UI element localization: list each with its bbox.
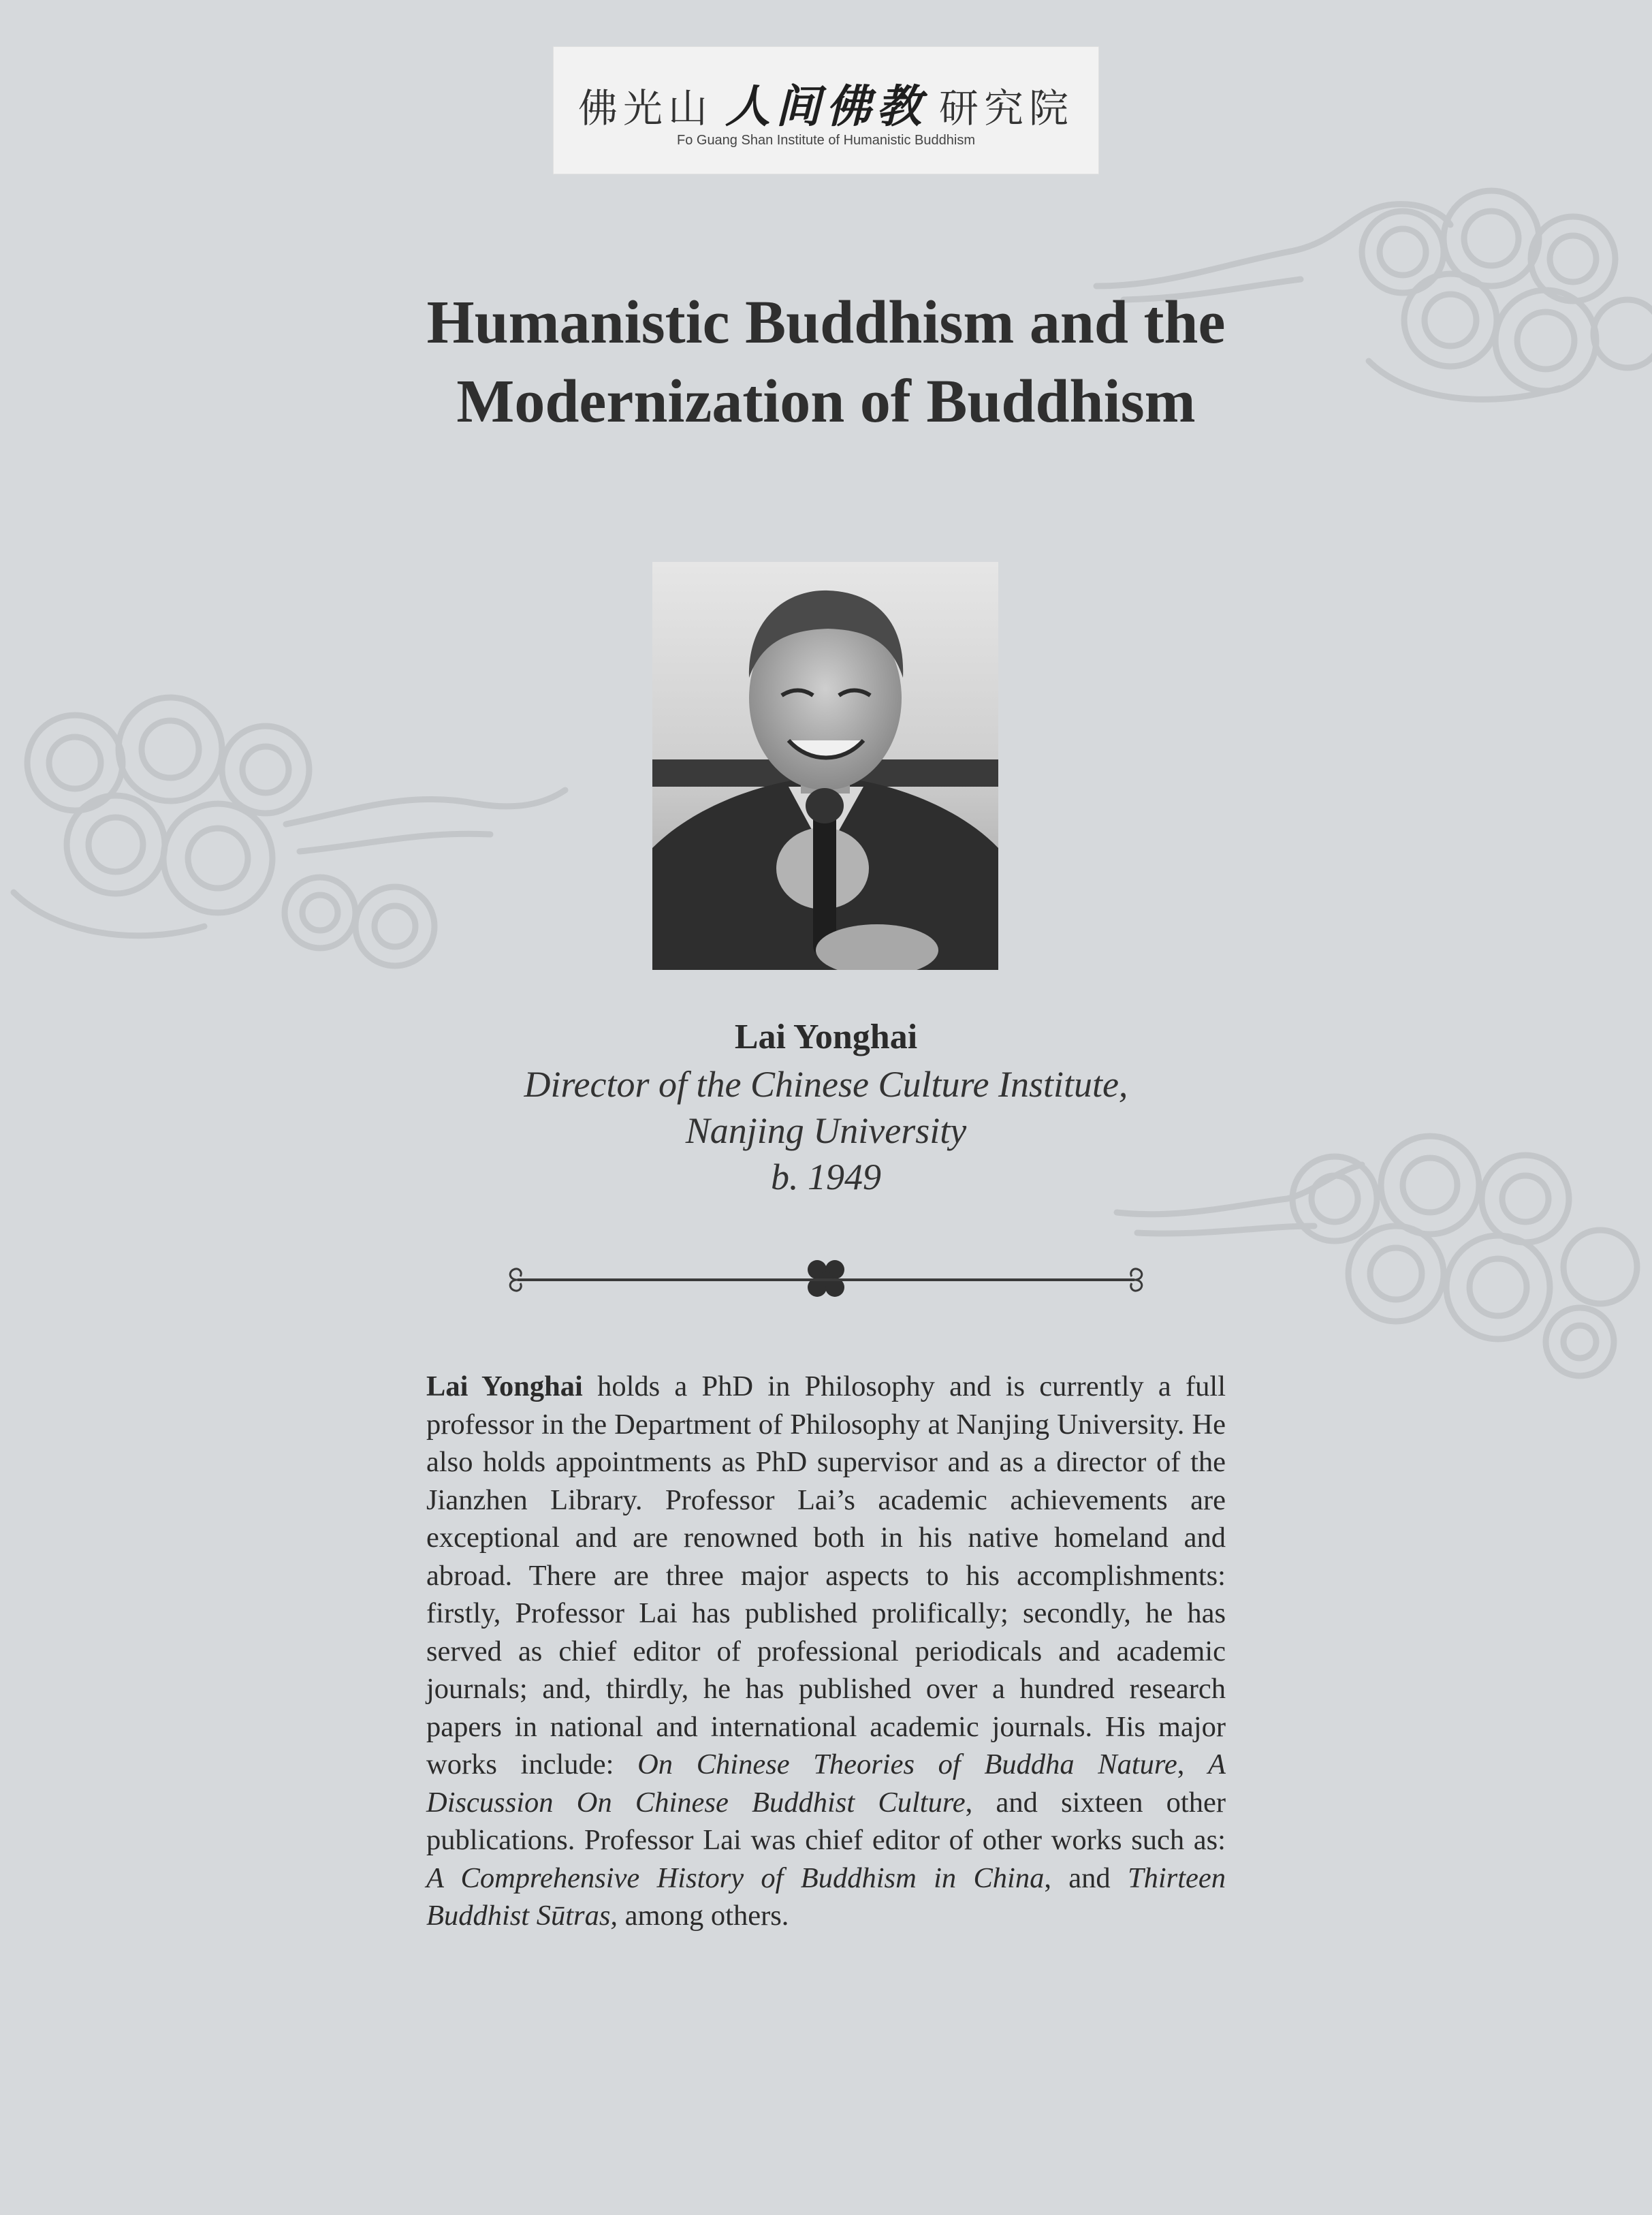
bio-separator-2: , and bbox=[1044, 1861, 1128, 1894]
cloud-decoration-icon bbox=[0, 688, 586, 981]
title-line-2: Modernization of Buddhism bbox=[456, 368, 1196, 435]
bio-separator-1: , bbox=[1177, 1748, 1209, 1780]
logo-chinese-left: 佛光山 bbox=[577, 85, 713, 131]
biography-text bbox=[426, 1368, 1226, 1935]
institute-logo bbox=[553, 46, 1099, 174]
bio-work-4: Thirteen Buddhist Sūtras, bbox=[426, 1861, 1226, 1932]
bio-work-3: A Comprehensive History of Buddhism in China bbox=[426, 1861, 1045, 1894]
logo-chinese-text bbox=[554, 70, 1098, 135]
author-info bbox=[272, 1014, 1380, 1200]
portrait-photo bbox=[652, 562, 998, 970]
bio-work-2: A Discussion On Chinese Buddhist Culture bbox=[426, 1748, 1226, 1819]
bio-paragraph-2: , and sixteen other publications. Professor Lai was chief editor of other works such as: bbox=[426, 1786, 1226, 1856]
logo-english-text: Fo Guang Shan Institute of Humanistic Buddhism bbox=[676, 133, 975, 148]
ornament-divider-icon bbox=[503, 1257, 1149, 1302]
author-role-line-1: Director of the Chinese Culture Institute, bbox=[524, 1064, 1128, 1105]
logo-chinese-calligraphy: 人间佛教 bbox=[725, 80, 927, 133]
author-role-line-2: Nanjing University bbox=[685, 1110, 967, 1151]
bio-work-1: On Chinese Theories of Buddha Nature bbox=[637, 1748, 1177, 1780]
logo-chinese-right: 研究院 bbox=[939, 85, 1075, 131]
author-birth-year: b. 1949 bbox=[771, 1157, 881, 1197]
bio-author-name: Lai Yonghai bbox=[426, 1370, 583, 1402]
portrait-photo-icon bbox=[652, 562, 998, 970]
page-title bbox=[272, 283, 1380, 441]
bio-paragraph-1: holds a PhD in Philosophy and is currently a full professor in the Department of Philosophy at Nanjing University. He also holds appointments as PhD supervisor and as a director of the Jianzhen Library. Professor Lai’s academic achievements are exceptional and are renowned both in his native homeland and abroad. There are three major aspects to his accomplishments: firstly, Professor Lai has published prolifically; secondly, he has served as chief editor of professional periodicals and academic journals; and, thirdly, he has published over a hundred research papers in national and international academic journals. His major works include: bbox=[426, 1370, 1226, 1780]
bio-paragraph-3: among others. bbox=[618, 1900, 789, 1932]
title-line-1: Humanistic Buddhism and the bbox=[426, 289, 1226, 356]
author-name: Lai Yonghai bbox=[734, 1018, 918, 1056]
